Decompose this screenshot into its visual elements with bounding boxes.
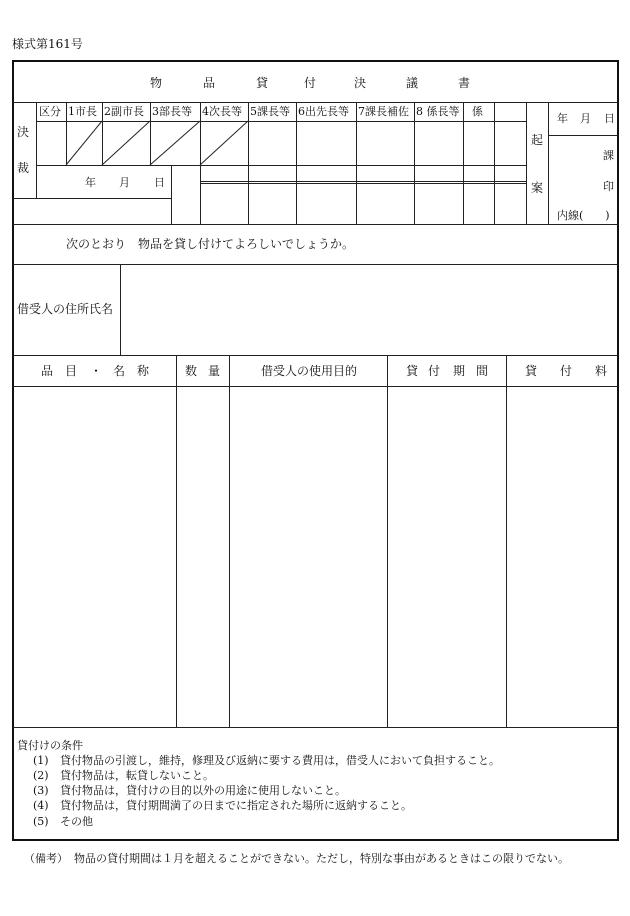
approval-date-day: 日 xyxy=(154,176,165,189)
approval-date-year: 年 xyxy=(85,176,96,189)
title-char-4: 付 xyxy=(304,76,317,90)
title-char-3: 貸 xyxy=(256,76,269,90)
col-header-deputy-director: 4次長等 xyxy=(202,105,242,118)
header-quantity-c2: 量 xyxy=(208,364,221,378)
header-period-c4: 間 xyxy=(476,364,489,378)
header-fee-c3: 料 xyxy=(595,364,608,378)
condition-5-text: その他 xyxy=(60,815,93,828)
request-text: 次のとおり 物品を貸し付けてよろしいでしょうか。 xyxy=(66,237,355,251)
origin-label-1: 起 xyxy=(531,133,544,147)
header-period-c1: 貸 xyxy=(406,364,419,378)
title-char-2: 品 xyxy=(203,76,216,90)
col-header-kubun: 区分 xyxy=(39,105,61,118)
title-char-5: 決 xyxy=(354,76,367,90)
remarks-label: （備考） xyxy=(24,852,68,865)
header-item-c3: ・ xyxy=(90,364,103,378)
approval-label-2: 裁 xyxy=(17,161,30,175)
origin-date-day: 日 xyxy=(604,112,615,125)
conditions-top-line xyxy=(13,727,618,728)
header-fee-c2: 付 xyxy=(560,364,573,378)
fee-cell[interactable] xyxy=(507,387,617,726)
header-fee-c1: 貸 xyxy=(525,364,538,378)
borrower-field[interactable] xyxy=(121,265,617,354)
origin-date-month: 月 xyxy=(580,112,591,125)
origin-date-year: 年 xyxy=(557,112,568,125)
header-quantity-c1: 数 xyxy=(185,364,198,378)
diagonal-4 xyxy=(200,121,248,165)
borrower-label: 借受人の住所氏名 xyxy=(17,302,114,316)
remarks-text: 物品の貸付期間は１月を超えることができない。ただし，特別な事由があるときはこの限りでない。 xyxy=(74,852,569,865)
diagonal-2 xyxy=(102,121,150,165)
col-header-section-chief: 5課長等 xyxy=(250,105,290,118)
condition-2-num: (2) xyxy=(33,769,49,782)
header-item-c5: 称 xyxy=(137,364,150,378)
title-char-7: 書 xyxy=(458,76,471,90)
form-number: 様式第161号 xyxy=(12,37,83,51)
header-item-c1: 品 xyxy=(41,364,54,378)
origin-extension: 内線( ) xyxy=(557,209,610,222)
header-period-c2: 付 xyxy=(428,364,441,378)
condition-3-text: 貸付物品は，貸付けの目的以外の用途に使用しないこと。 xyxy=(60,784,346,797)
origin-section-char: 課 xyxy=(603,149,614,162)
origin-label-2: 案 xyxy=(531,181,544,195)
header-item-c4: 名 xyxy=(113,364,126,378)
title-char-1: 物 xyxy=(150,76,163,90)
title-char-6: 議 xyxy=(406,76,419,90)
col-header-subsection-chief: 8 係長等 xyxy=(416,105,460,118)
condition-5-num: (5) xyxy=(33,815,49,828)
diagonal-1 xyxy=(66,121,102,165)
borrower-bottom-line xyxy=(13,355,618,356)
approval-date-month: 月 xyxy=(119,176,130,189)
col-header-deputy-mayor: 2副市長 xyxy=(104,105,144,118)
quantity-cell[interactable] xyxy=(177,387,228,726)
col-header-director: 3部長等 xyxy=(152,105,192,118)
approval-diagonals xyxy=(0,0,630,260)
purpose-cell[interactable] xyxy=(230,387,386,726)
approval-label-1: 決 xyxy=(17,125,30,139)
origin-seal-char: 印 xyxy=(603,180,614,193)
condition-1-text: 貸付物品の引渡し，維持，修理及び返納に要する費用は，借受人において負担すること。 xyxy=(60,754,500,767)
item-name-cell[interactable] xyxy=(14,387,175,726)
condition-3-num: (3) xyxy=(33,784,49,797)
header-item-c2: 目 xyxy=(65,364,78,378)
header-period-c3: 期 xyxy=(453,364,466,378)
period-cell[interactable] xyxy=(388,387,505,726)
condition-4-num: (4) xyxy=(33,799,49,812)
condition-1-num: (1) xyxy=(33,754,49,767)
col-header-branch-head: 6出先長等 xyxy=(298,105,349,118)
condition-2-text: 貸付物品は，転貸しないこと。 xyxy=(60,769,214,782)
col-header-mayor: 1市長 xyxy=(68,105,97,118)
condition-4-text: 貸付物品は，貸付期間満了の日までに指定された場所に返納すること。 xyxy=(60,799,412,812)
col-header-staff: 係 xyxy=(472,105,483,118)
col-header-assistant-chief: 7課長補佐 xyxy=(358,105,409,118)
diagonal-3 xyxy=(150,121,200,165)
header-purpose: 借受人の使用目的 xyxy=(261,364,358,378)
conditions-title: 貸付けの条件 xyxy=(17,739,83,752)
